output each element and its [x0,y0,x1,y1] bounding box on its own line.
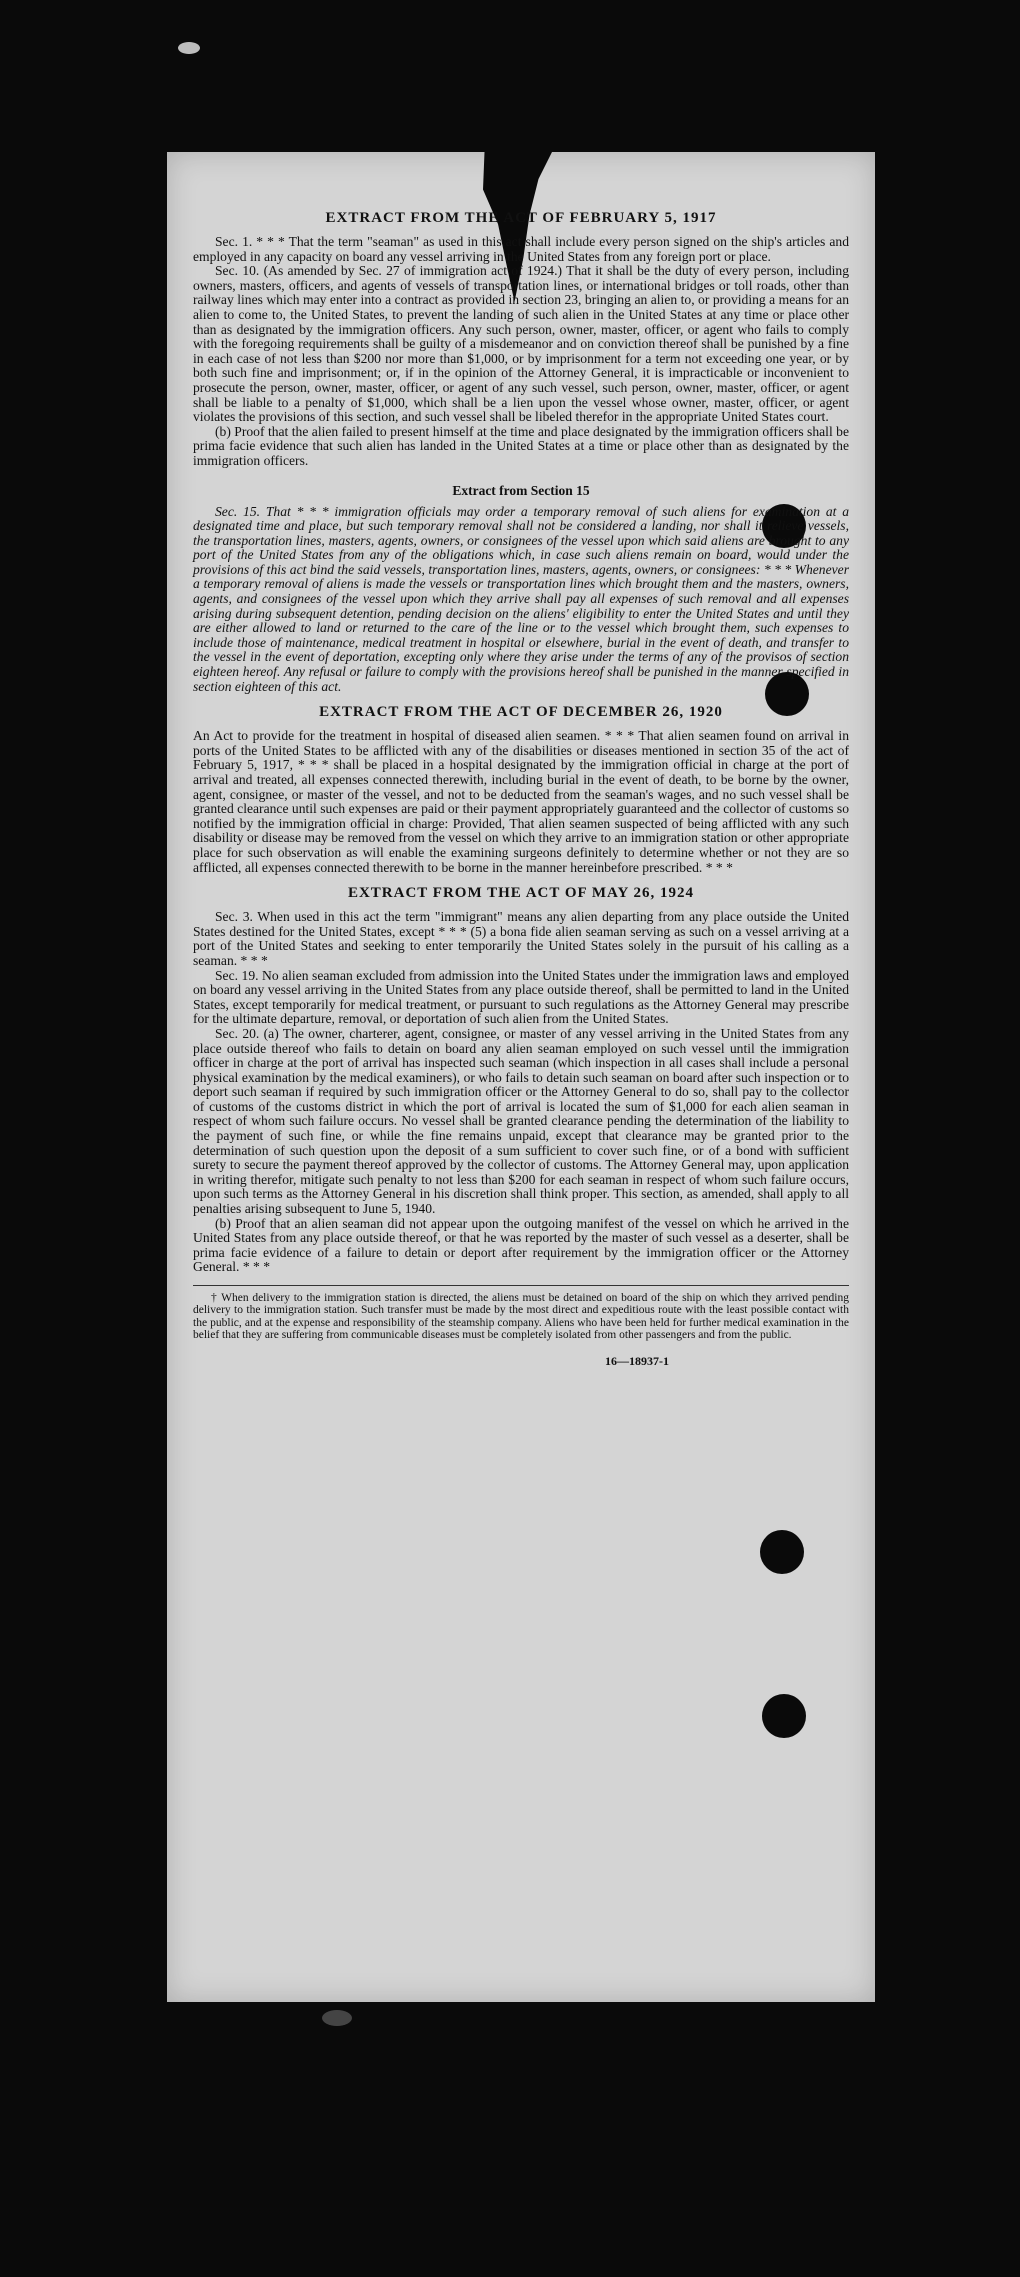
section-1-paragraph: Sec. 1. * * * That the term "seaman" as used in this act shall include every person signed on the ship's articles and employed in any capacity on board any vessel arriving in the United States from any foreign port or place. [193,234,849,264]
scan-speck [322,2010,352,2026]
heading-act-1924: EXTRACT FROM THE ACT OF MAY 26, 1924 [347,885,695,902]
section-20a-paragraph: Sec. 20. (a) The owner, charterer, agent, consignee, or master of any vessel arriving in the United States from any place outside thereof who fails to detain on board any alien seaman employed on such vessel until the immigration officer in charge at the port of arrival has inspected such seaman (which inspection in all cases shall include a personal physical examination by the medical examiners), or who fails to detain such seaman on board after such inspection or to deport such seaman if required by such immigration officer or the Attorney General to do so, shall pay to the collector of customs of the customs district in which the port of arrival is located the sum of $1,000 for each alien seaman in respect of whom such failure occurs. No vessel shall be granted clearance pending the determination of the liability to the payment of such fine, or while the fine remains unpaid, except that clearance may be granted prior to the determination of such question upon the deposit of a sum sufficient to cover such fine, or of a bond with sufficient surety to secure the payment thereof approved by the collector of customs. The Attorney General may, upon application in writing therefor, mitigate such penalty to not less than $200 for each seaman in respect of whom such failure occurs, upon such terms as the Attorney General in his discretion shall think proper. This section, as amended, shall apply to all penalties arising subsequent to June 5, 1940. [193,1025,849,1217]
section-15-paragraph: Sec. 15. That * * * immigration officials may order a temporary removal of such aliens for examination at a designated time and place, but such temporary removal shall not be considered a landing, nor shall it relieve vessels, the transportation lines, masters, agents, owners, or consignees of the vessel upon which said aliens are brought to any port of the United States from any of the obligations which, in case such aliens remain on board, would under the provisions of this act bind the said vessels, transportation lines, masters, agents, owners, or consignees: * * * Whenever a temporary removal of aliens is made the vessels or transportation lines which brought them and the masters, owners, agents, and consignees of the vessel upon which they arrive shall pay all expenses of such removal and all expenses arising during subsequent detention, pending decision on the aliens' eligibility to enter the United States and until they are either allowed to land or returned to the care of the line or to the vessel which brought them, such expenses to include those of maintenance, medical treatment in hospital or elsewhere, burial in the event of death, and transfer to the vessel in the event of deportation, excepting only where they arise under the terms of any of the provisos of section eighteen hereof. Any refusal or failure to comply with the provisions hereof shall be punished in the manner specified in section eighteen of this act. [193,503,849,694]
section-20b-paragraph: (b) Proof that an alien seaman did not appear upon the outgoing manifest of the vessel on which he arrived in the United States from any place outside thereof, or that he was reported by the master of such vessel as a deserter, shall be prima facie evidence of a failure to detain or deport after requirement by the immigration officer or the Attorney General. * * * [193,1215,849,1275]
punch-hole [762,1694,806,1738]
punch-hole [760,1530,804,1574]
section-10b-paragraph: (b) Proof that the alien failed to present himself at the time and place designated by the immigration officers shall be prima facie evidence that such alien has landed in the United States at a time or place other than as designated by the immigration officers. [193,423,849,468]
section-10-paragraph: Sec. 10. (As amended by Sec. 27 of immigration act of 1924.) That it shall be the duty of every person, including owners, masters, officers, and agents of vessels of transportation lines, or international bridges or toll roads, other than railway lines which may enter into a contract as provided in section 23, bringing an alien to, or providing a means for an alien to come to, the United States, to prevent the landing of such alien in the United States at any time or place other than as designated by the immigration officers. Any such person, owner, master, officer, or agent who fails to comply with the foregoing requirements shall be guilty of a misdemeanor and on conviction thereof shall be punished by a fine in each case of not less than $200 nor more than $1,000, or by imprisonment for a term not exceeding one year, or by both such fine and imprisonment; or, if in the opinion of the Attorney General, it is impracticable or inconvenient to prosecute the person, owner, master, officer, or agent of any such vessel, such person, owner, master, officer, or agent shall be liable to a penalty of $1,000, which shall be a lien upon the vessel whose owner, master, officer, or agent violates the provisions of this section, and such vessel shall be libeled therefor in the appropriate United States court. [193,263,849,425]
heading-act-1917: EXTRACT FROM THE ACT OF FEBRUARY 5, 1917 [325,210,717,226]
heading-act-1920: EXTRACT FROM THE ACT OF DECEMBER 26, 1920 [319,704,723,721]
footnote: † When delivery to the immigration station is directed, the aliens must be detained on board of the ship on which they arrived pending delivery to the immigration station. Such transfer must be made by the most direct and expeditious route with the least possible contact with the public, and at the expense and responsibility of the steamship company. Aliens who have been held for further medical examination in the belief that they are suffering from communicable diseases must be completely isolated from other passengers and from the public. [193,1285,849,1342]
scan-speck [178,42,200,54]
document-page [167,152,875,2002]
subheading-section-15: Extract from Section 15 [452,482,590,498]
document-body [193,200,849,1369]
section-19-paragraph: Sec. 19. No alien seaman excluded from admission into the United States under the immigration laws and employed on board any vessel arriving in the United States from any place outside thereof, shall be permitted to land in the United States, except temporarily for medical treatment, or pursuant to such regulations as the Attorney General may prescribe for the ultimate departure, removal, or deportation of such alien from the United States. [193,967,849,1027]
section-3-paragraph: Sec. 3. When used in this act the term "immigrant" means any alien departing from any place outside the United States destined for the United States, except * * * (5) a bona fide alien seaman serving as such on a vessel arriving at a port of the United States and seeking to enter temporarily the United States solely in the pursuit of his calling as a seaman. * * * [193,909,849,968]
act-1920-paragraph: An Act to provide for the treatment in hospital of diseased alien seamen. * * * That alien seamen found on arrival in ports of the United States to be afflicted with any of the disabilities or diseases mentioned in section 35 of the act of February 5, 1917, * * * shall be placed in a hospital designated by the immigration official in charge at the port of arrival and treated, all expenses connected therewith, including burial in the event of death, to be borne by the owner, agent, consignee, or master of the vessel, and not to be deducted from the seaman's wages, and no such vessel shall be granted clearance until such expenses are paid or their payment appropriately guaranteed and the collector of customs so notified by the immigration official in charge: Provided, That alien seamen suspected of being afflicted with any such disability or disease may be removed from the vessel on which they arrive to an immigration station or other appropriate place for such observation as will enable the examining surgeons definitely to determine whether or not they are so afflicted, all expenses connected therewith to be borne in the manner hereinbefore prescribed. * * * [193,728,849,875]
form-number: 16—18937-1 [605,1353,669,1368]
